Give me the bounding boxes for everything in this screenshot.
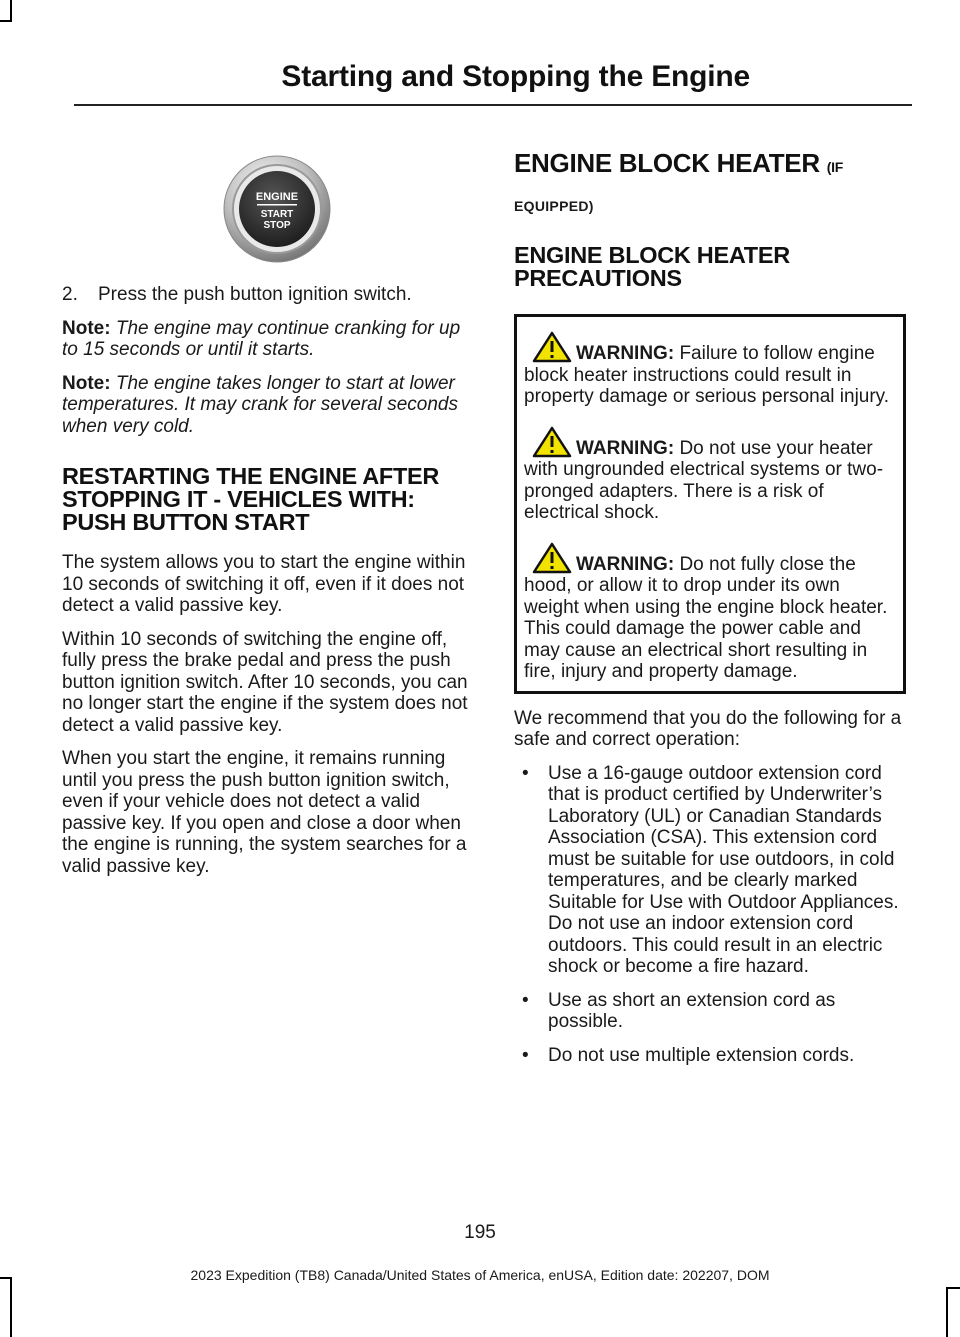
note-text: The engine may continue cranking for up to 15 seconds or until it starts. bbox=[62, 317, 461, 360]
body-paragraph: The system allows you to start the engine within 10 seconds of switching it off, even if it does not detect a valid passive key. bbox=[62, 552, 466, 616]
warning-item bbox=[524, 542, 897, 683]
section-title-text: ENGINE BLOCK HEATER bbox=[514, 148, 820, 178]
warning-text: Failure to follow engine block heater instructions could result in property damage or serious personal injury. bbox=[524, 343, 890, 407]
bullet-list bbox=[514, 763, 906, 1067]
bullet-symbol: • bbox=[522, 1044, 529, 1066]
list-item-text: Do not use multiple extension cords. bbox=[548, 1044, 855, 1066]
engine-start-stop-button-icon bbox=[222, 154, 332, 264]
crop-mark bbox=[10, 1277, 12, 1337]
page-title: Starting and Stopping the Engine bbox=[281, 60, 750, 93]
note-text: The engine takes longer to start at lower temperatures. It may crank for several seconds when very cold. bbox=[62, 372, 458, 437]
bullet-symbol: • bbox=[522, 762, 529, 784]
subsection-heading: ENGINE BLOCK HEATER PRECAUTIONS bbox=[514, 242, 790, 291]
note-label: Note: bbox=[62, 317, 111, 339]
list-item bbox=[514, 763, 906, 978]
list-item-text: Use a 16-gauge outdoor extension cord that is product certified by Underwriter’s Laboratory (UL) or Canadian Standards Association (CSA). This extension cord must be suitable for use outdoors, in cold temperatures, and be clearly marked Suitable for Use with Outdoor Appliances. Do not use an indoor extension cord outdoors. This could result in an electric shock or become a fire hazard. bbox=[548, 762, 899, 977]
section-title-suffix: (IF bbox=[826, 159, 843, 175]
footer-edition-info: 2023 Expedition (TB8) Canada/United States of America, enUSA, Edition date: 202207, DOM bbox=[190, 1267, 770, 1283]
body-paragraph: Within 10 seconds of switching the engine off, fully press the brake pedal and press the push button ignition switch. After 10 seconds, you can no longer start the engine if the system does not detect a valid passive key. bbox=[62, 628, 468, 736]
body-paragraph: When you start the engine, it remains running until you press the push button ignition switch, even if your vehicle does not detect a valid passive key. If you open and close a door when the engine is running, the system searches for a valid passive key. bbox=[62, 748, 467, 877]
button-text-engine: ENGINE bbox=[255, 191, 299, 203]
list-item bbox=[514, 990, 906, 1033]
warning-item bbox=[524, 426, 897, 524]
bullet-symbol: • bbox=[522, 989, 529, 1011]
section-title bbox=[514, 150, 906, 180]
step-number: 2. bbox=[62, 284, 78, 305]
warning-label: WARNING: bbox=[576, 553, 675, 575]
warning-triangle-icon bbox=[532, 542, 572, 574]
right-column bbox=[514, 150, 906, 1078]
crop-mark bbox=[946, 1287, 948, 1337]
page-number: 195 bbox=[464, 1222, 496, 1243]
note bbox=[62, 373, 474, 438]
warning-label: WARNING: bbox=[576, 437, 675, 459]
list-item bbox=[514, 1045, 906, 1067]
section-title-line2: EQUIPPED) bbox=[514, 198, 594, 214]
crop-mark bbox=[10, 0, 12, 20]
crop-mark bbox=[0, 20, 12, 22]
list-item-text: Use as short an extension cord as possible. bbox=[548, 989, 836, 1032]
step-text: Press the push button ignition switch. bbox=[98, 284, 412, 305]
warning-label: WARNING: bbox=[576, 343, 675, 364]
crop-mark bbox=[946, 1287, 960, 1289]
body-paragraph: We recommend that you do the following for a safe and correct operation: bbox=[514, 707, 902, 750]
warning-text: Do not fully close the hood, or allow it to drop under its own weight when using the engine block heater. This could damage the power cable and may cause an electrical short resulting in fire, injury and property damage. bbox=[524, 553, 888, 682]
header-rule bbox=[74, 104, 912, 106]
warning-triangle-icon bbox=[532, 331, 572, 363]
warning-triangle-icon bbox=[532, 426, 572, 458]
note-label: Note: bbox=[62, 372, 111, 394]
left-column bbox=[62, 150, 474, 889]
warning-text: Do not use your heater with ungrounded electrical systems or two-pronged adapters. There is a risk of electrical shock. bbox=[524, 437, 884, 523]
button-text-start: START bbox=[260, 209, 294, 220]
warning-box bbox=[514, 314, 906, 694]
warning-item bbox=[524, 331, 897, 408]
note bbox=[62, 318, 474, 361]
section-heading: RESTARTING THE ENGINE AFTER STOPPING IT - VEHICLES WITH: PUSH BUTTON START bbox=[62, 463, 440, 535]
step-item bbox=[62, 284, 474, 306]
button-text-stop: STOP bbox=[263, 220, 291, 231]
